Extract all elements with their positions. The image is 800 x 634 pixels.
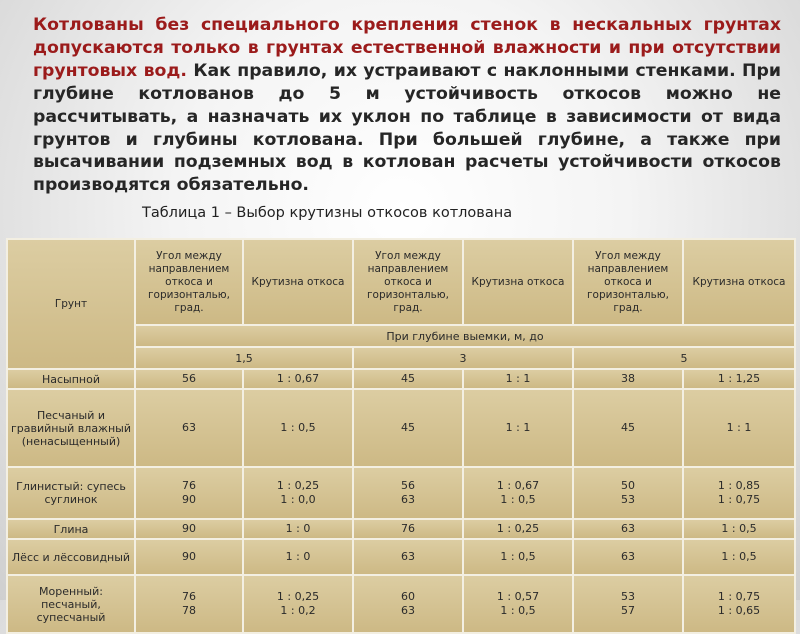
angle-cell: [353, 519, 463, 539]
soil-name-cell: Насыпной: [7, 369, 135, 389]
cell-value: 1 : 0,25: [496, 522, 540, 535]
cell-value: 76: [182, 590, 196, 603]
slope-cell: [243, 539, 353, 575]
cell-value: 1 : 0,67: [496, 479, 540, 492]
cell-value: 1 : 0,65: [717, 604, 761, 617]
table-body: [7, 369, 795, 633]
header-slope-1: Крутизна откоса: [243, 239, 353, 325]
cell-value: 1 : 0,75: [717, 590, 761, 603]
cell-value: 1 : 0,5: [721, 522, 757, 535]
angle-cell: [353, 467, 463, 519]
cell-value: 63: [621, 550, 635, 563]
header-angle-3: Угол между направлением откоса и горизонталью, град.: [573, 239, 683, 325]
cell-value: 38: [621, 372, 635, 385]
cell-value: 76: [182, 479, 196, 492]
slope-cell: [683, 369, 795, 389]
cell-value: 1 : 0,25: [276, 590, 320, 603]
slope-cell: [463, 575, 573, 633]
intro-paragraph: [33, 14, 781, 197]
cell-value: 45: [401, 421, 415, 434]
header-angle-1: Угол между направлением откоса и горизонталью, град.: [135, 239, 243, 325]
cell-value: 1 : 0,67: [276, 372, 320, 385]
angle-cell: [573, 539, 683, 575]
angle-cell: [135, 369, 243, 389]
slope-cell: [683, 519, 795, 539]
slope-cell: [683, 539, 795, 575]
cell-value: 1 : 0,57: [496, 590, 540, 603]
cell-value: 1 : 1: [505, 372, 531, 385]
cell-value: 53: [621, 493, 635, 506]
cell-value: 1 : 0,0: [280, 493, 316, 506]
angle-cell: [573, 467, 683, 519]
angle-cell: [135, 467, 243, 519]
cell-value: 90: [182, 550, 196, 563]
angle-cell: [135, 539, 243, 575]
depth-label: При глубине выемки, м, до: [135, 325, 795, 347]
slope-cell: [463, 539, 573, 575]
table-row: [7, 575, 795, 633]
angle-cell: [135, 389, 243, 467]
cell-value: 90: [182, 522, 196, 535]
cell-value: 1 : 0: [285, 550, 311, 563]
cell-value: 1 : 1: [726, 421, 752, 434]
slope-cell: [243, 519, 353, 539]
slope-cell: [463, 369, 573, 389]
angle-cell: [573, 575, 683, 633]
angle-cell: [573, 369, 683, 389]
angle-cell: [573, 519, 683, 539]
slope-cell: [243, 467, 353, 519]
soil-name-cell: Лёсс и лёссовидный: [7, 539, 135, 575]
cell-value: 63: [401, 493, 415, 506]
cell-value: 57: [621, 604, 635, 617]
angle-cell: [573, 389, 683, 467]
slope-cell: [243, 389, 353, 467]
cell-value: 1 : 0,75: [717, 493, 761, 506]
slope-cell: [463, 467, 573, 519]
table-header-row: [7, 239, 795, 325]
slope-table: [6, 238, 796, 634]
depth-value-2: 3: [353, 347, 573, 369]
cell-value: 1 : 0,5: [500, 493, 536, 506]
slope-cell: [463, 519, 573, 539]
cell-value: 76: [401, 522, 415, 535]
angle-cell: [353, 369, 463, 389]
table-row: [7, 539, 795, 575]
cell-value: 1 : 0,5: [721, 550, 757, 563]
table-row: [7, 369, 795, 389]
cell-value: 63: [401, 604, 415, 617]
header-soil: Грунт: [7, 239, 135, 369]
soil-name-cell: Глинистый: супесь суглинок: [7, 467, 135, 519]
cell-value: 60: [401, 590, 415, 603]
cell-value: 90: [182, 493, 196, 506]
table-row: [7, 389, 795, 467]
cell-value: 1 : 0,25: [276, 479, 320, 492]
intro-highlight-text: Котлованы без специального крепления стенок в нескальных грунтах допускаются только в грунтах естественной влажности и при отсутствии грунтовых вод.: [33, 15, 781, 81]
cell-value: 1 : 0,5: [500, 550, 536, 563]
depth-value-1: 1,5: [135, 347, 353, 369]
cell-value: 56: [401, 479, 415, 492]
cell-value: 1 : 0,2: [280, 604, 316, 617]
cell-value: 1 : 1,25: [717, 372, 761, 385]
cell-value: 1 : 1: [505, 421, 531, 434]
cell-value: 63: [182, 421, 196, 434]
cell-value: 63: [401, 550, 415, 563]
header-slope-2: Крутизна откоса: [463, 239, 573, 325]
slope-cell: [683, 575, 795, 633]
cell-value: 56: [182, 372, 196, 385]
slope-cell: [463, 389, 573, 467]
cell-value: 45: [401, 372, 415, 385]
angle-cell: [135, 575, 243, 633]
slope-cell: [683, 389, 795, 467]
depth-value-3: 5: [573, 347, 795, 369]
angle-cell: [353, 539, 463, 575]
angle-cell: [353, 575, 463, 633]
table-row: [7, 519, 795, 539]
cell-value: 1 : 0,85: [717, 479, 761, 492]
soil-name-cell: Глина: [7, 519, 135, 539]
header-angle-2: Угол между направлением откоса и горизонталью, град.: [353, 239, 463, 325]
cell-value: 63: [621, 522, 635, 535]
cell-value: 1 : 0,5: [280, 421, 316, 434]
header-slope-3: Крутизна откоса: [683, 239, 795, 325]
angle-cell: [135, 519, 243, 539]
soil-name-cell: Моренный: песчаный, супесчаный: [7, 575, 135, 633]
cell-value: 45: [621, 421, 635, 434]
slope-cell: [243, 575, 353, 633]
slope-cell: [243, 369, 353, 389]
intro-body-text: Как правило, их устраивают с наклонными стенками. При глубине котлованов до 5 м устойчивость откосов можно не рассчитывать, а назначать их уклон по таблице в зависимости от вида грунтов и глубины котлована. При большей глубине, а также при высачивании подземных вод в котлован расчеты устойчивости откосов производятся обязательно.: [33, 60, 781, 196]
angle-cell: [353, 389, 463, 467]
cell-value: 53: [621, 590, 635, 603]
cell-value: 50: [621, 479, 635, 492]
slope-cell: [683, 467, 795, 519]
cell-value: 78: [182, 604, 196, 617]
soil-name-cell: Песчаный и гравийный влажный (ненасыщенный): [7, 389, 135, 467]
cell-value: 1 : 0,5: [500, 604, 536, 617]
table-row: [7, 467, 795, 519]
cell-value: 1 : 0: [285, 522, 311, 535]
table-caption: Таблица 1 – Выбор крутизны откосов котлована: [142, 205, 513, 221]
